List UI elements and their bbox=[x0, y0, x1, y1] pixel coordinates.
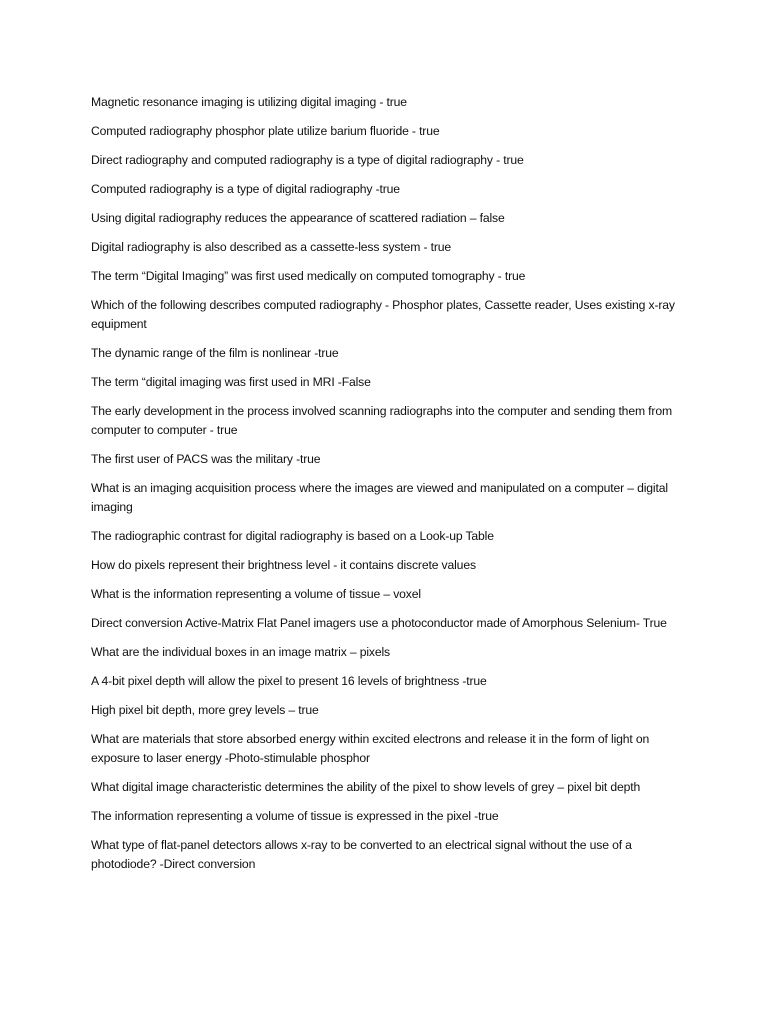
paragraph: What is the information representing a volume of tissue – voxel bbox=[91, 587, 421, 601]
paragraph: What are the individual boxes in an image matrix – pixels bbox=[91, 645, 391, 659]
paragraph: The first user of PACS was the military -true bbox=[91, 452, 321, 466]
paragraph: The term “Digital Imaging” was first used medically on computed tomography - true bbox=[91, 269, 526, 283]
paragraph: What digital image characteristic determines the ability of the pixel to show levels of grey – pixel bit depth bbox=[91, 780, 641, 794]
paragraph: The radiographic contrast for digital radiography is based on a Look-up Table bbox=[91, 529, 494, 543]
paragraph: Using digital radiography reduces the appearance of scattered radiation – false bbox=[91, 211, 505, 225]
paragraph: Magnetic resonance imaging is utilizing digital imaging - true bbox=[91, 95, 407, 109]
paragraph: Which of the following describes computed radiography - Phosphor plates, Cassette reader, Uses existing x-ray equipment bbox=[91, 298, 675, 331]
paragraph: Computed radiography is a type of digital radiography -true bbox=[91, 182, 400, 196]
paragraph: What type of flat-panel detectors allows x-ray to be converted to an electrical signal without the use of a photodiode? -Direct conversion bbox=[91, 838, 632, 871]
paragraph: The dynamic range of the film is nonlinear -true bbox=[91, 346, 339, 360]
paragraph: Digital radiography is also described as a cassette-less system - true bbox=[91, 240, 452, 254]
paragraph: A 4-bit pixel depth will allow the pixel to present 16 levels of brightness -true bbox=[91, 674, 487, 688]
paragraph: What are materials that store absorbed energy within excited electrons and release it in the form of light on exposure to laser energy -Photo-stimulable phosphor bbox=[91, 732, 650, 765]
paragraph: High pixel bit depth, more grey levels – true bbox=[91, 703, 319, 717]
paragraph: Computed radiography phosphor plate utilize barium fluoride - true bbox=[91, 124, 440, 138]
paragraph: What is an imaging acquisition process where the images are viewed and manipulated on a computer – digital imaging bbox=[91, 481, 668, 514]
paragraph: The information representing a volume of tissue is expressed in the pixel -true bbox=[91, 809, 499, 823]
paragraph: Direct radiography and computed radiography is a type of digital radiography - true bbox=[91, 153, 524, 167]
paragraph: The term “digital imaging was first used in MRI -False bbox=[91, 375, 371, 389]
paragraph: How do pixels represent their brightness level - it contains discrete values bbox=[91, 558, 476, 572]
paragraph: Direct conversion Active-Matrix Flat Panel imagers use a photoconductor made of Amorphous Selenium- True bbox=[91, 616, 667, 630]
document-body bbox=[91, 93, 691, 884]
paragraph: The early development in the process involved scanning radiographs into the computer and sending them from computer to computer - true bbox=[91, 404, 672, 437]
